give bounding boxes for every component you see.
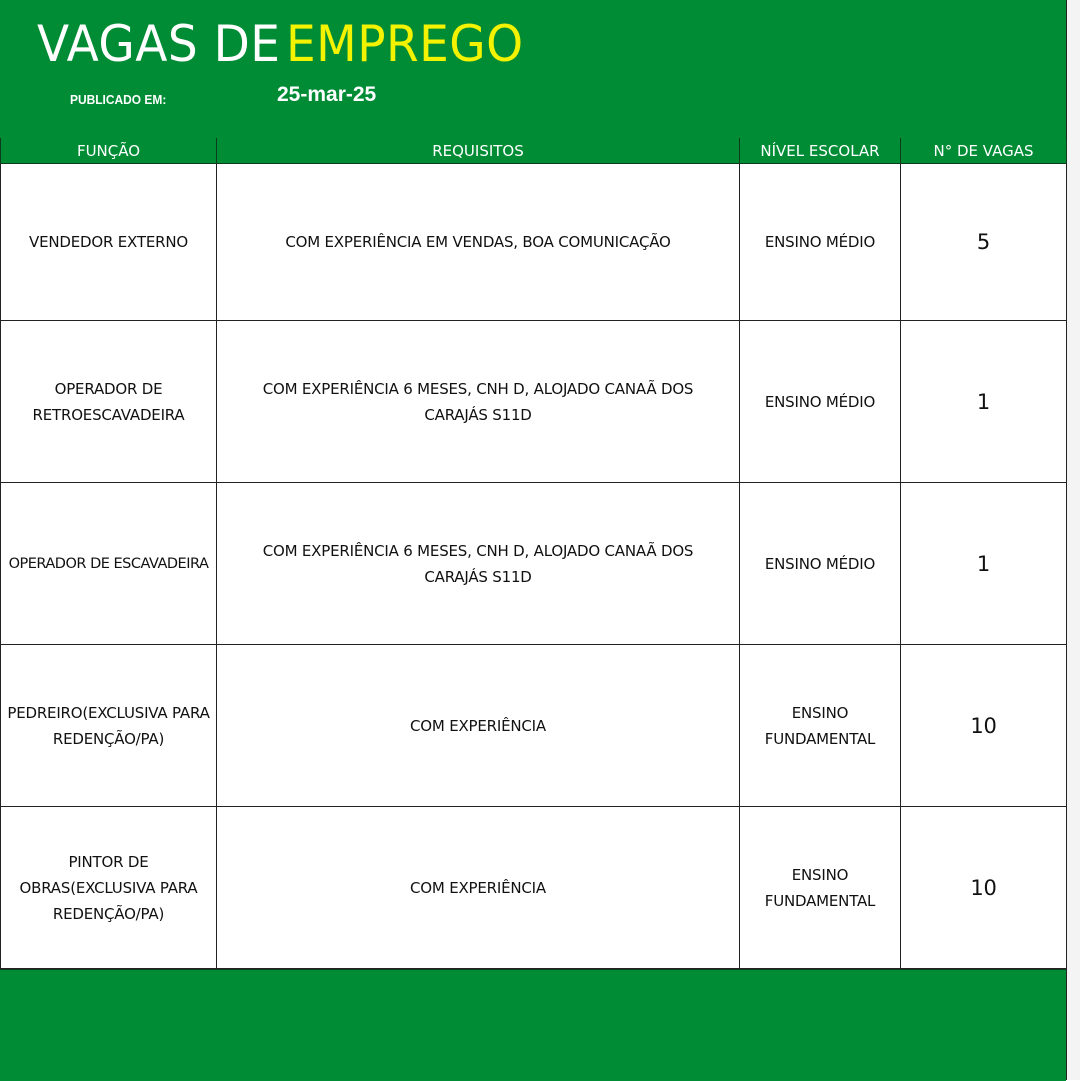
cell-nivel: ENSINO FUNDAMENTAL: [740, 645, 901, 807]
table-header-row: [1, 138, 1067, 164]
cell-vagas: 5: [901, 164, 1067, 321]
table-row: [1, 321, 1067, 483]
cell-vagas: 1: [901, 483, 1067, 645]
cell-nivel: ENSINO MÉDIO: [740, 321, 901, 483]
cell-funcao: VENDEDOR EXTERNO: [1, 164, 217, 321]
cell-funcao: PINTOR DE OBRAS(EXCLUSIVA PARA REDENÇÃO/PA): [1, 807, 217, 969]
table-row: [1, 483, 1067, 645]
cell-requisitos: COM EXPERIÊNCIA: [217, 807, 740, 969]
title-vagas-de: VAGAS DE: [37, 15, 281, 73]
cell-requisitos: COM EXPERIÊNCIA: [217, 645, 740, 807]
col-header-funcao: FUNÇÃO: [1, 138, 217, 164]
header-banner: [0, 0, 1066, 139]
cell-vagas: 1: [901, 321, 1067, 483]
title-emprego: EMPREGO: [286, 15, 524, 73]
table-row: [1, 645, 1067, 807]
cell-funcao: PEDREIRO(EXCLUSIVA PARA REDENÇÃO/PA): [1, 645, 217, 807]
col-header-nivel-escolar: NÍVEL ESCOLAR: [740, 138, 901, 164]
table-row: [1, 807, 1067, 969]
published-label: PUBLICADO EM:: [70, 92, 167, 107]
cell-vagas: 10: [901, 807, 1067, 969]
cell-funcao: OPERADOR DE RETROESCAVADEIRA: [1, 321, 217, 483]
cell-requisitos: COM EXPERIÊNCIA 6 MESES, CNH D, ALOJADO CANAÃ DOS CARAJÁS S11D: [217, 321, 740, 483]
cell-requisitos: COM EXPERIÊNCIA EM VENDAS, BOA COMUNICAÇÃO: [217, 164, 740, 321]
cell-nivel: ENSINO MÉDIO: [740, 164, 901, 321]
page-edge: [1067, 0, 1080, 1080]
cell-requisitos: COM EXPERIÊNCIA 6 MESES, CNH D, ALOJADO CANAÃ DOS CARAJÁS S11D: [217, 483, 740, 645]
cell-nivel: ENSINO FUNDAMENTAL: [740, 807, 901, 969]
jobs-table: [0, 138, 1067, 969]
table-row: [1, 164, 1067, 321]
cell-nivel: ENSINO MÉDIO: [740, 483, 901, 645]
cell-funcao: OPERADOR DE ESCAVADEIRA: [1, 483, 217, 645]
cell-vagas: 10: [901, 645, 1067, 807]
published-date: 25-mar-25: [277, 83, 377, 106]
col-header-num-vagas: N° DE VAGAS: [901, 138, 1067, 164]
col-header-requisitos: REQUISITOS: [217, 138, 740, 164]
footer-banner: [0, 969, 1066, 1081]
